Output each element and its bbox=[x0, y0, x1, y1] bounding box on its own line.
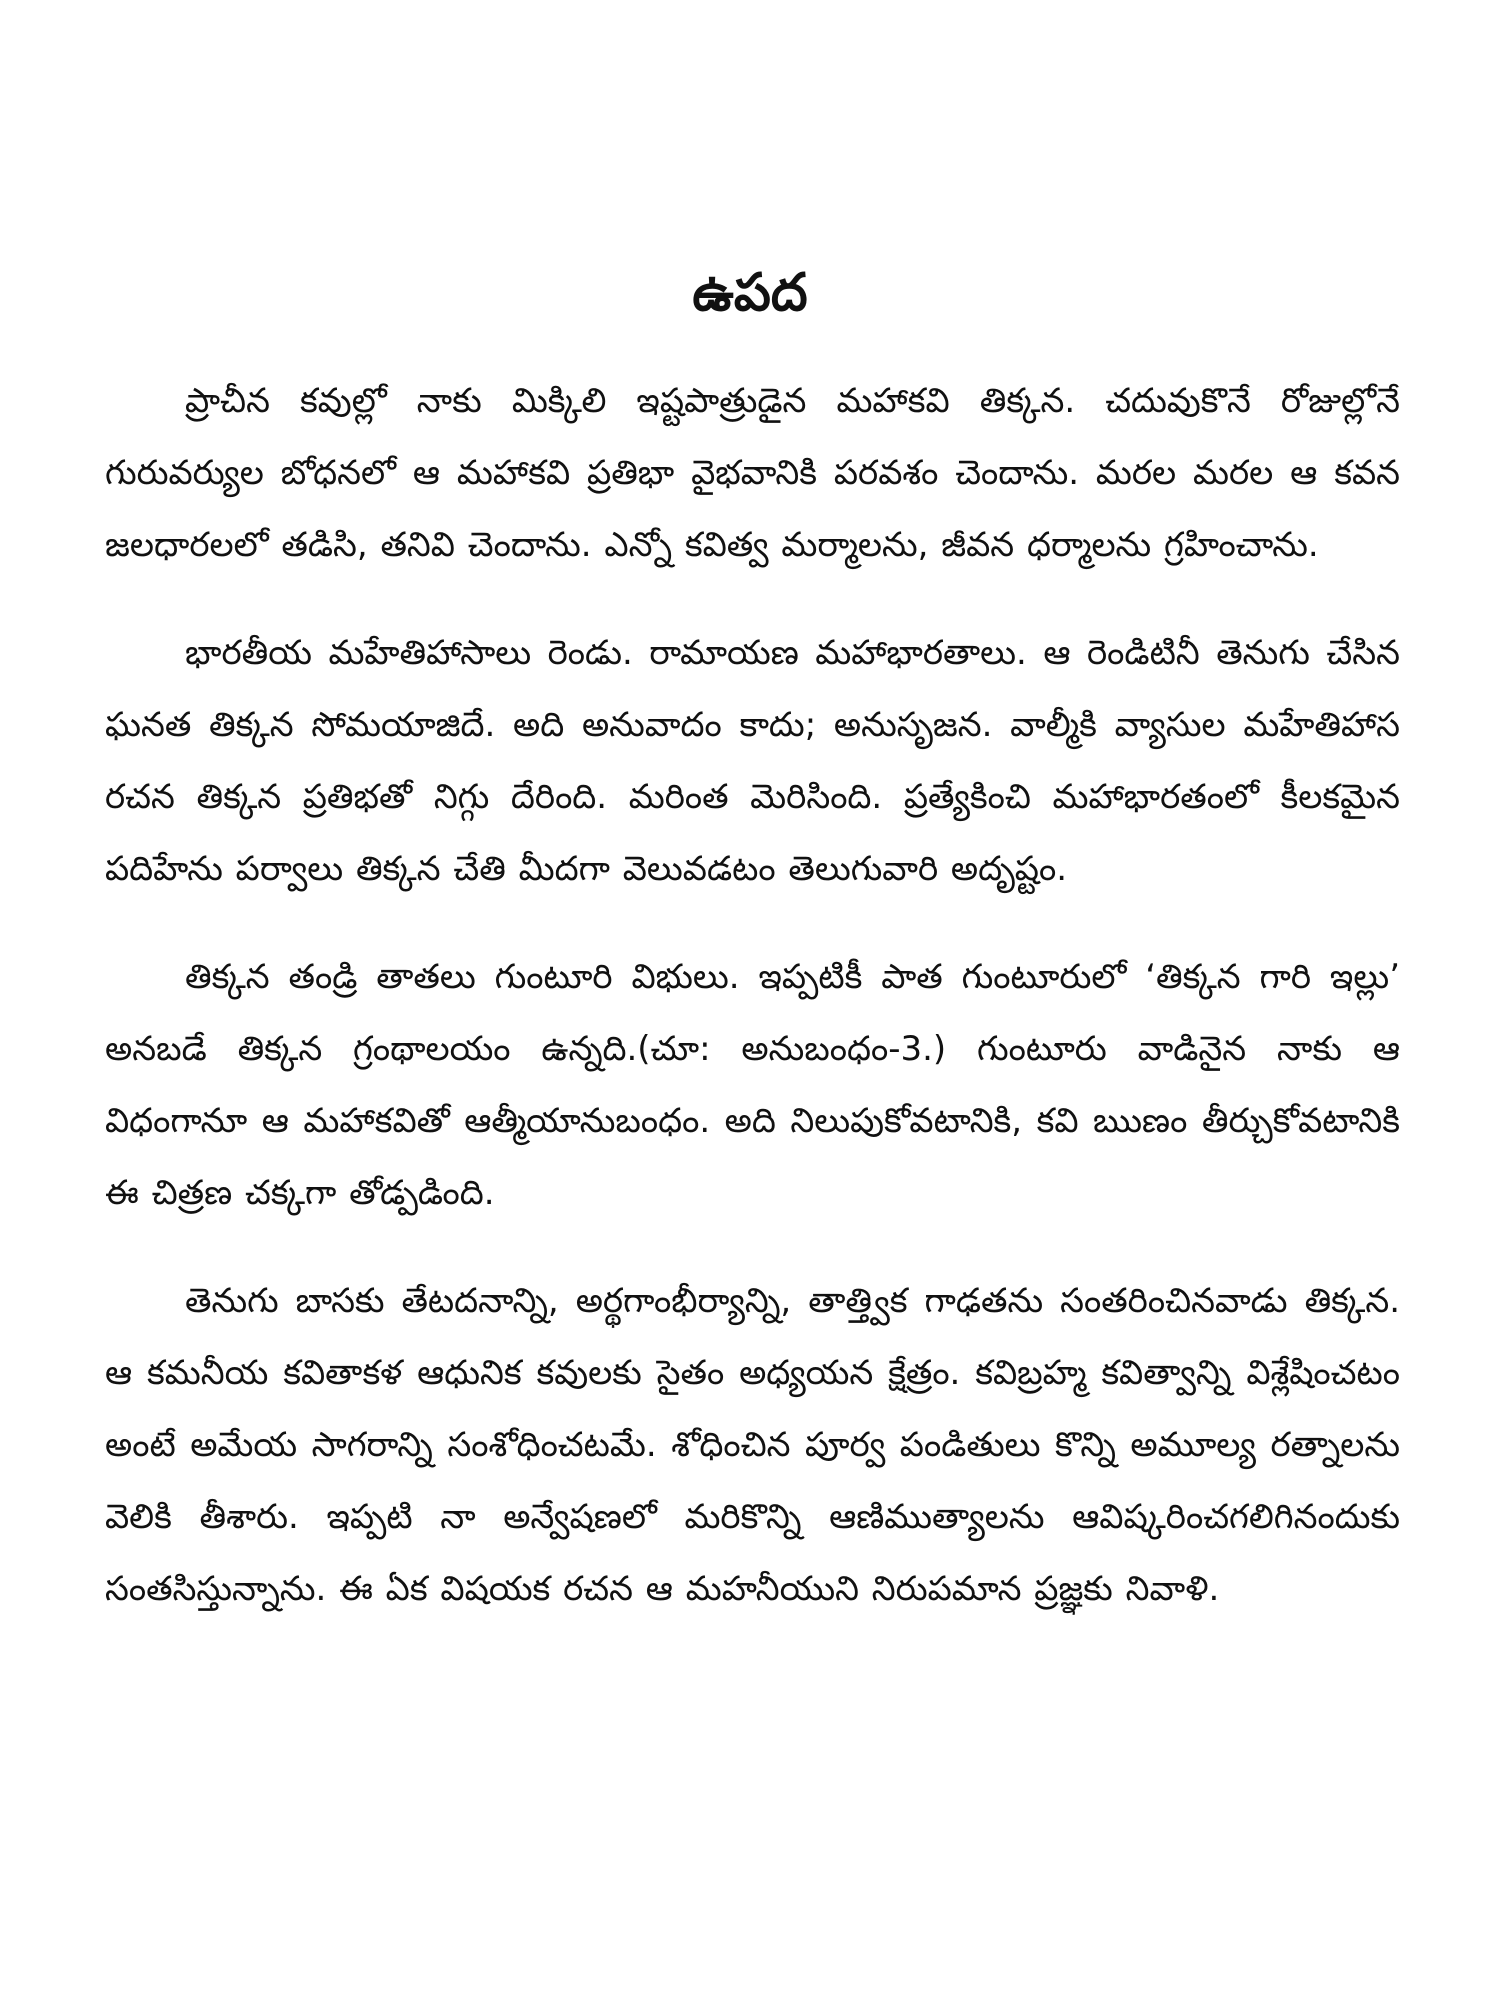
body-text bbox=[105, 365, 1400, 1661]
paragraph-3: తిక్కన తండ్రి తాతలు గుంటూరి విభులు. ఇప్పటికీ పాత గుంటూరులో ‘తిక్కన గారి ఇల్లు’ అనబడే తిక్కన గ్రంథాలయం ఉన్నది.(చూ: అనుబంధం-3.) గుంటూరు వాడినైన నాకు ఆ విధంగానూ ఆ మహాకవితో ఆత్మీయానుబంధం. అది నిలుపుకోవటానికి, కవి ఋణం తీర్చుకోవటానికి ఈ చిత్రణ చక్కగా తోడ్పడింది. bbox=[105, 957, 1400, 1213]
paragraph-2: భారతీయ మహేతిహాసాలు రెండు. రామాయణ మహాభారతాలు. ఆ రెండిటినీ తెనుగు చేసిన ఘనత తిక్కన సోమయాజిదే. అది అనువాదం కాదు; అనుసృజన. వాల్మీకి వ్యాసుల మహేతిహాస రచన తిక్కన ప్రతిభతో నిగ్గు దేరింది. మరింత మెరిసింది. ప్రత్యేకించి మహాభారతంలో కీలకమైన పదిహేను పర్వాలు తిక్కన చేతి మీదగా వెలువడటం తెలుగువారి అదృష్టం. bbox=[105, 633, 1400, 889]
page-title: ఉపద bbox=[692, 263, 808, 323]
paragraph-1: ప్రాచీన కవుల్లో నాకు మిక్కిలి ఇష్టపాత్రుడైన మహాకవి తిక్కన. చదువుకొనే రోజుల్లోనే గురువర్యుల బోధనలో ఆ మహాకవి ప్రతిభా వైభవానికి పరవశం చెందాను. మరల మరల ఆ కవన జలధారలలో తడిసి, తనివి చెందాను. ఎన్నో కవిత్వ మర్మాలను, జీవన ధర్మాలను గ్రహించాను. bbox=[105, 381, 1400, 565]
paragraph-4: తెనుగు బాసకు తేటదనాన్ని, అర్థగాంభీర్యాన్ని, తాత్త్విక గాఢతను సంతరించినవాడు తిక్కన. ఆ కమనీయ కవితాకళ ఆధునిక కవులకు సైతం అధ్యయన క్షేత్రం. కవిబ్రహ్మ కవిత్వాన్ని విశ్లేషించటం అంటే అమేయ సాగరాన్ని సంశోధించటమే. శోధించిన పూర్వ పండితులు కొన్ని అమూల్య రత్నాలను వెలికి తీశారు. ఇప్పటి నా అన్వేషణలో మరికొన్ని ఆణిముత్యాలను ఆవిష్కరించగలిగినందుకు సంతసిస్తున్నాను. ఈ ఏక విషయక రచన ఆ మహనీయుని నిరుపమాన ప్రజ్ఞకు నివాళి. bbox=[105, 1281, 1400, 1609]
